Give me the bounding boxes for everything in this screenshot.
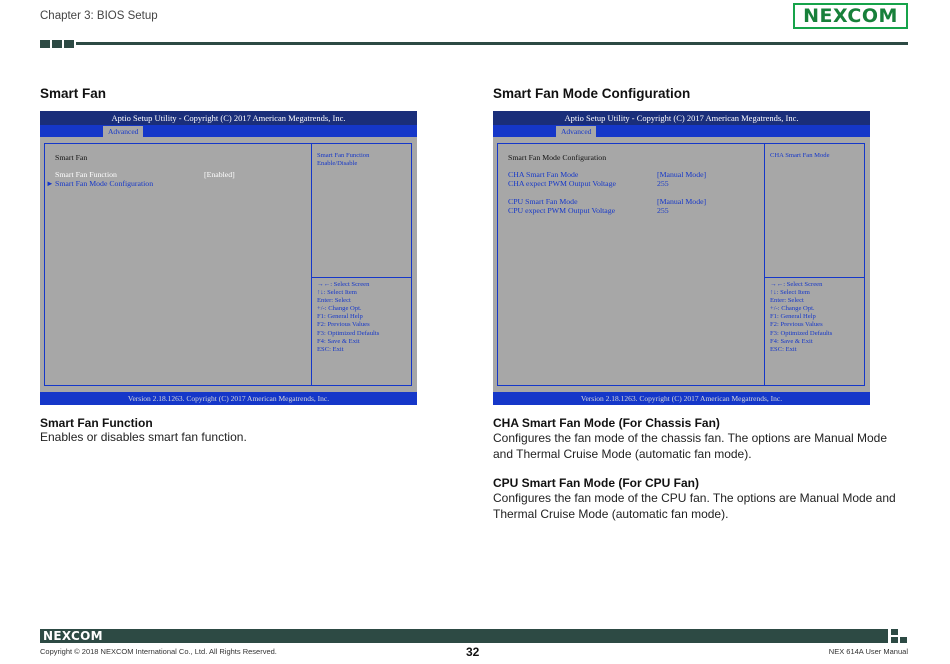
bios-version-bar: Version 2.18.1263. Copyright (C) 2017 American Megatrends, Inc. xyxy=(493,392,870,405)
desc-cha-smart-fan-mode xyxy=(493,430,887,462)
bios-title: Aptio Setup Utility - Copyright (C) 2017 American Megatrends, Inc. xyxy=(111,113,346,123)
footer-squares xyxy=(891,629,908,643)
page-number: 32 xyxy=(466,645,480,659)
bios-tab-bar xyxy=(493,125,870,137)
copyright: Copyright © 2018 NEXCOM International Co., Ltd. All Rights Reserved. xyxy=(40,647,277,656)
desc-line: Configures the fan mode of the CPU fan. The options are Manual Mode and xyxy=(493,491,896,505)
bios-title: Aptio Setup Utility - Copyright (C) 2017 American Megatrends, Inc. xyxy=(564,113,799,123)
help-key-line: +/-: Change Opt. xyxy=(317,305,362,313)
help-keys xyxy=(770,281,832,354)
desc-line: Configures the fan mode of the chassis fan. The options are Manual Mode xyxy=(493,431,888,445)
help-key-line: →←: Select Screen xyxy=(770,281,823,288)
desc-cpu-smart-fan-mode xyxy=(493,490,896,522)
bios-value-cha-smart-fan-mode[interactable]: [Manual Mode] xyxy=(657,170,707,179)
help-key-line: F2: Previous Values xyxy=(770,321,823,329)
bios-item-cha-pwm-voltage[interactable]: CHA expect PWM Output Voltage xyxy=(508,179,616,188)
help-key-line: +/-: Change Opt. xyxy=(770,305,815,313)
submenu-arrow-icon: ► xyxy=(46,179,54,188)
bios-item-smart-fan-function[interactable]: Smart Fan Function xyxy=(55,170,117,179)
bios-value-smart-fan-function[interactable]: [Enabled] xyxy=(204,170,235,179)
term-cha-smart-fan-mode: CHA Smart Fan Mode (For Chassis Fan) xyxy=(493,416,720,430)
tab-advanced[interactable]: Advanced xyxy=(103,126,143,137)
bios-tab-bar xyxy=(40,125,417,137)
help-key-line: F2: Previous Values xyxy=(317,321,370,329)
bios-value-cpu-smart-fan-mode[interactable]: [Manual Mode] xyxy=(657,197,707,206)
help-key-line: F1: General Help xyxy=(770,313,816,321)
help-description-line: Smart Fan Function xyxy=(317,152,370,159)
help-key-line: ESC: Exit xyxy=(770,345,797,353)
help-key-line: Enter: Select xyxy=(770,297,804,305)
desc-smart-fan-function: Enables or disables smart fan function. xyxy=(40,430,247,444)
help-keys xyxy=(317,281,379,354)
chapter-title: Chapter 3: BIOS Setup xyxy=(40,10,158,22)
help-description xyxy=(317,152,369,168)
help-key-line: F3: Optimized Defaults xyxy=(317,329,380,337)
footer-logo: NEXCOM xyxy=(43,629,103,643)
term-cpu-smart-fan-mode: CPU Smart Fan Mode (For CPU Fan) xyxy=(493,476,700,490)
help-key-line: F4: Save & Exit xyxy=(317,337,360,345)
bios-version-bar: Version 2.18.1263. Copyright (C) 2017 American Megatrends, Inc. xyxy=(40,392,417,405)
bios-item-smart-fan-mode-config[interactable]: Smart Fan Mode Configuration xyxy=(55,179,154,188)
bios-value-cpu-pwm-voltage[interactable]: 255 xyxy=(657,206,669,215)
bios-item-cpu-smart-fan-mode[interactable]: CPU Smart Fan Mode xyxy=(508,197,578,206)
bios-screen-smart-fan-mode xyxy=(493,111,870,405)
help-key-line: F4: Save & Exit xyxy=(770,337,813,345)
bios-heading: Smart Fan Mode Configuration xyxy=(508,153,607,162)
logo-text: NEXCOM xyxy=(803,5,898,27)
bios-vertical-divider xyxy=(764,143,765,386)
bios-value-cha-pwm-voltage[interactable]: 255 xyxy=(657,179,669,188)
help-key-line: ↑↓: Select Item xyxy=(317,289,357,297)
bios-screen-smart-fan xyxy=(40,111,417,405)
header-divider xyxy=(76,42,908,45)
bios-item-cpu-pwm-voltage[interactable]: CPU expect PWM Output Voltage xyxy=(508,206,616,215)
help-key-line: →←: Select Screen xyxy=(317,281,370,288)
section-title-smart-fan-mode-config: Smart Fan Mode Configuration xyxy=(493,86,691,101)
header-squares xyxy=(40,40,74,48)
desc-line: Thermal Cruise Mode (automatic fan mode). xyxy=(493,507,729,521)
term-smart-fan-function: Smart Fan Function xyxy=(40,416,153,430)
help-key-line: Enter: Select xyxy=(317,297,351,305)
nexcom-logo xyxy=(793,3,908,29)
help-key-line: F1: General Help xyxy=(317,313,363,321)
section-title-smart-fan: Smart Fan xyxy=(40,86,107,101)
bios-help-divider xyxy=(312,277,412,278)
help-key-line: ↑↓: Select Item xyxy=(770,289,810,297)
bios-help-divider xyxy=(765,277,865,278)
logo-inner xyxy=(795,5,906,27)
footer-bar xyxy=(40,629,888,643)
help-key-line: ESC: Exit xyxy=(317,345,344,353)
help-description-line: Enable/Disable xyxy=(317,160,358,167)
help-description-line: CHA Smart Fan Mode xyxy=(770,152,830,159)
bios-vertical-divider xyxy=(311,143,312,386)
manual-name: NEX 614A User Manual xyxy=(828,647,908,656)
help-key-line: F3: Optimized Defaults xyxy=(770,329,833,337)
tab-advanced[interactable]: Advanced xyxy=(556,126,596,137)
help-description xyxy=(770,152,830,160)
bios-item-cha-smart-fan-mode[interactable]: CHA Smart Fan Mode xyxy=(508,170,579,179)
bios-heading: Smart Fan xyxy=(55,153,88,162)
desc-line: and Thermal Cruise Mode (automatic fan mode). xyxy=(493,447,752,461)
